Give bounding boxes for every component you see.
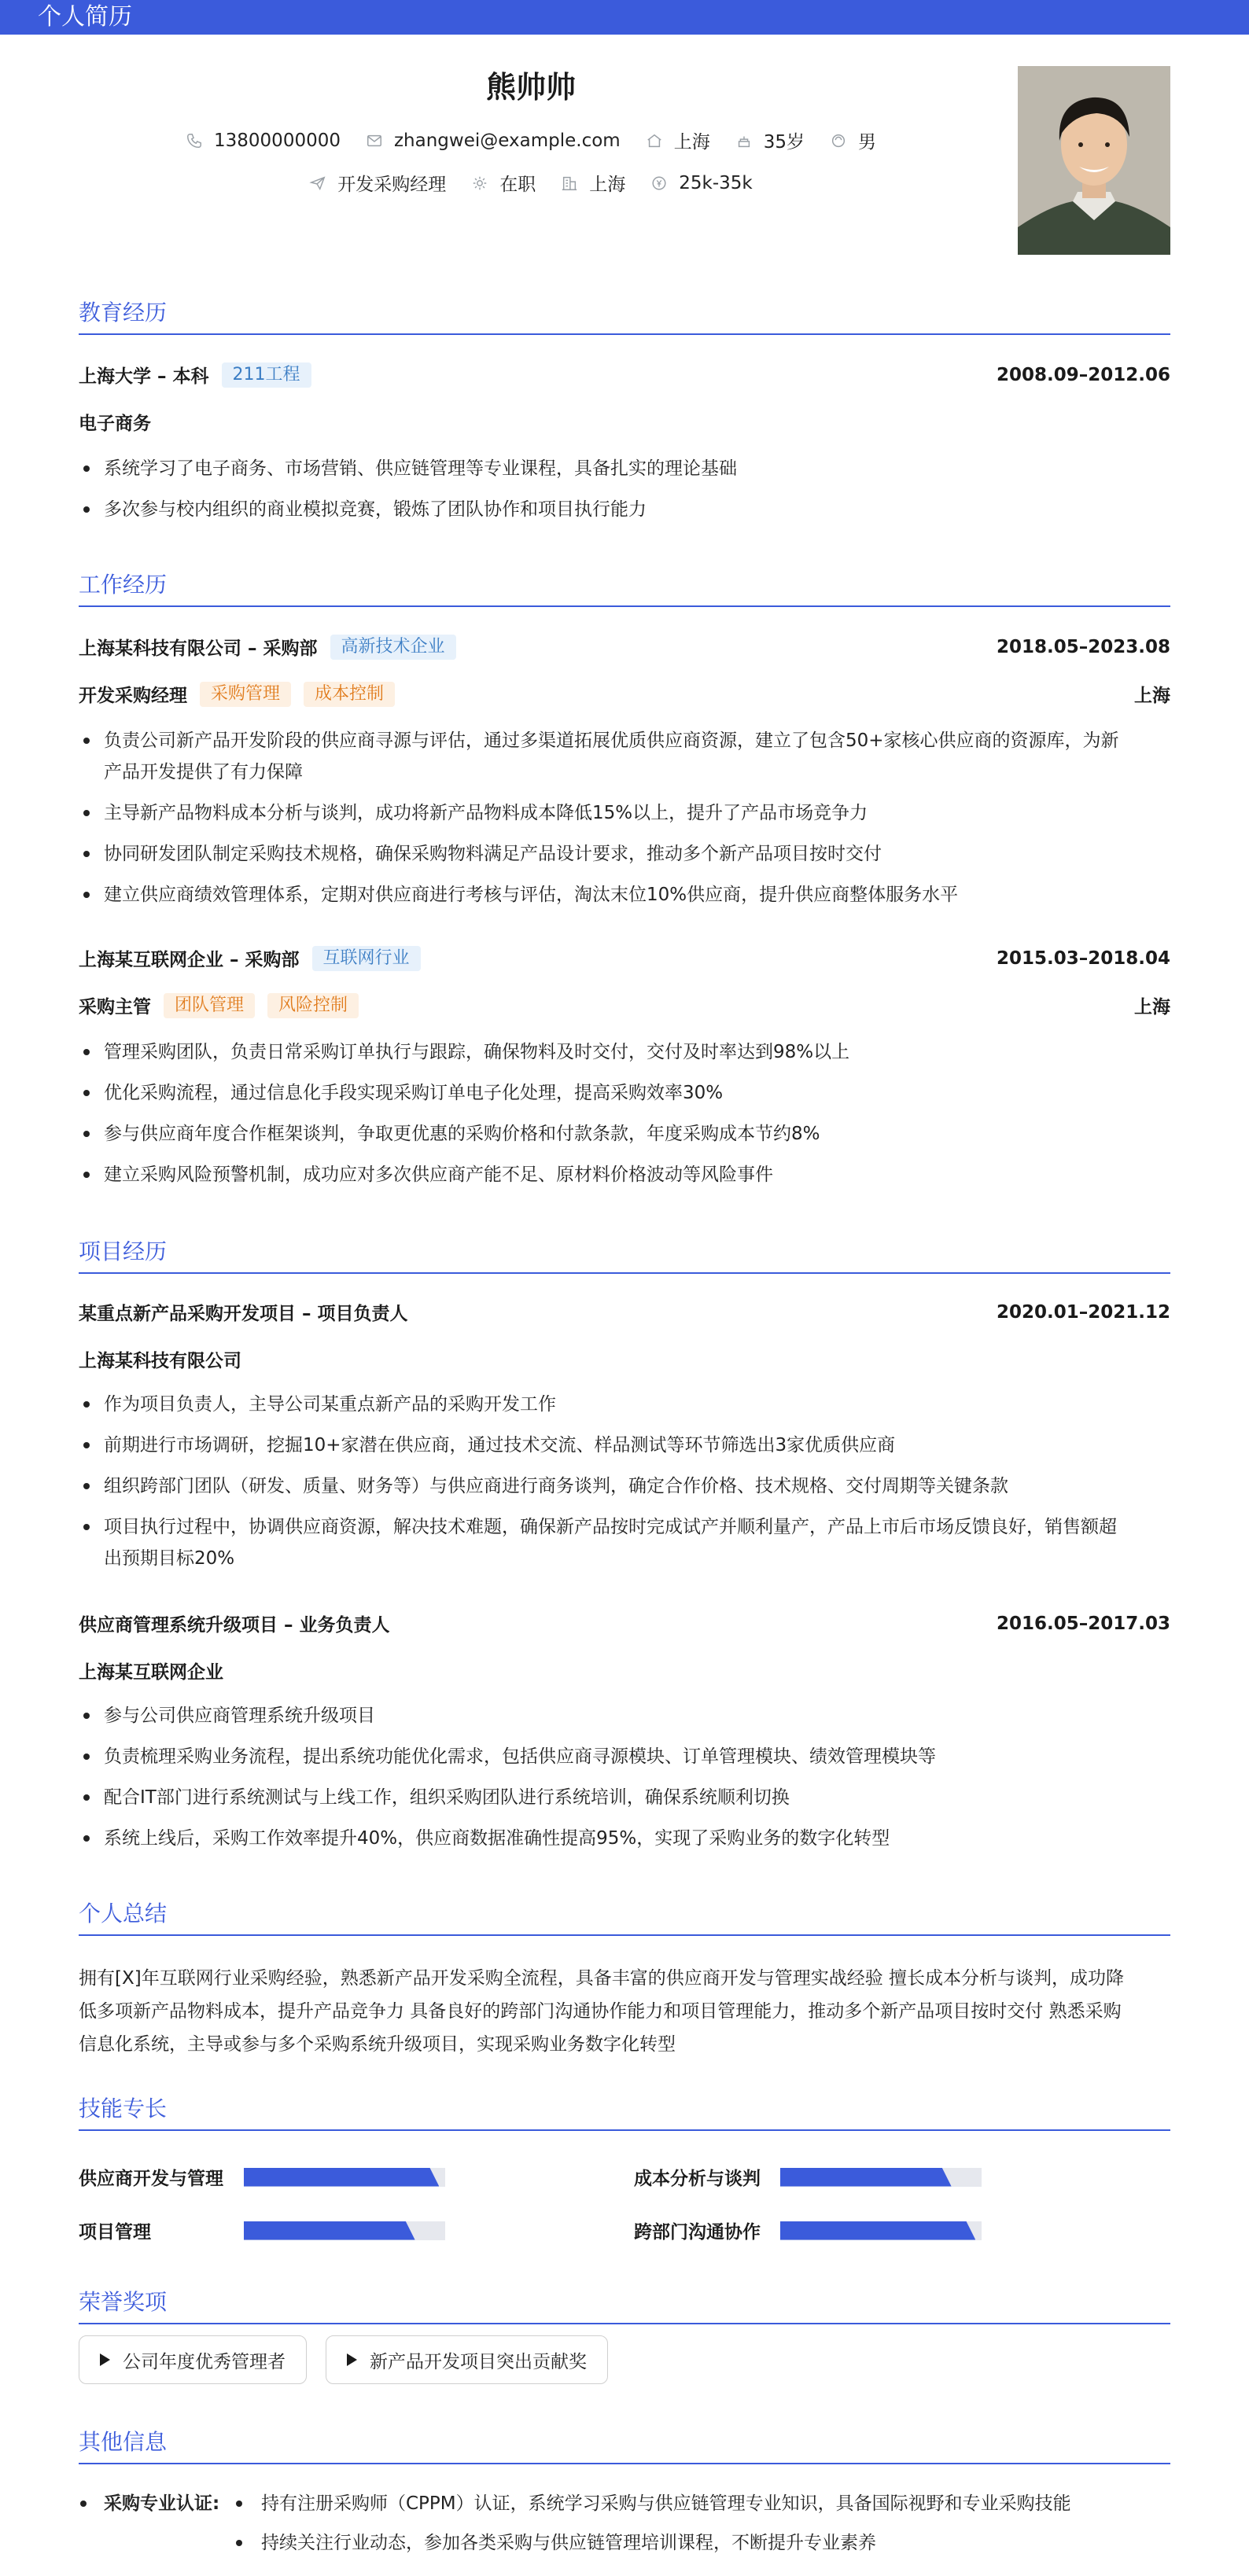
gender-item xyxy=(830,127,876,153)
play-icon xyxy=(347,2353,357,2366)
other-item: 持续关注行业动态，参加各类采购与供应链管理培训课程，不断提升专业素养 xyxy=(261,2533,876,2553)
job-2-role: 采购主管 xyxy=(79,997,151,1018)
project-1-org-row xyxy=(79,1346,1170,1372)
award-badge xyxy=(79,2335,307,2384)
project-2-bullets xyxy=(79,1700,1170,1864)
list-item: 配合IT部门进行系统测试与上线工作，组织采购团队进行系统培训，确保系统顺利切换 xyxy=(79,1782,1170,1813)
job-row xyxy=(79,170,983,196)
list-item: 参与供应商年度合作框架谈判，争取更优惠的采购价格和付款条款，年度采购成本节约8% xyxy=(79,1118,1170,1150)
job-2-bullets xyxy=(79,1036,1170,1200)
list-item-line: 负责公司新产品开发阶段的供应商寻源与评估，通过多渠道拓展优质供应商资源，建立了包含50+家核心供应商的资源库，为新 xyxy=(104,730,1119,751)
list-item: 负责梳理采购业务流程，提出系统功能优化需求，包括供应商寻源模块、订单管理模块、绩效管理模块等 xyxy=(79,1741,1170,1772)
skill-bar-fill xyxy=(244,2221,415,2240)
bullet-dot xyxy=(236,2540,242,2546)
project-1-org: 上海某科技有限公司 xyxy=(79,1351,241,1371)
send-icon xyxy=(309,175,326,192)
section-title-other: 其他信息 xyxy=(79,2428,1170,2464)
position-item xyxy=(309,170,446,196)
top-bar xyxy=(0,0,1249,35)
list-item: 组织跨部门团队（研发、质量、财务等）与供应商进行商务谈判，确定合作价格、技术规格、交付周期等关键条款 xyxy=(79,1470,1170,1502)
other-item: 持有注册采购师（CPPM）认证，系统学习采购与供应链管理专业知识，具备国际视野和专业采购技能 xyxy=(261,2493,1071,2514)
skill-bar xyxy=(780,2221,982,2240)
award-label: 新产品开发项目突出贡献奖 xyxy=(370,2351,587,2372)
section-title-honors: 荣誉奖项 xyxy=(79,2288,1170,2324)
project-1-bullets xyxy=(79,1389,1170,1584)
project-2-org-row xyxy=(79,1658,1170,1684)
top-bar-title: 个人简历 xyxy=(38,3,132,31)
skill-name: 跨部门沟通协作 xyxy=(634,2222,761,2243)
skill-item xyxy=(79,2164,445,2190)
other-label: 采购专业认证: xyxy=(104,2493,220,2514)
resume-page xyxy=(79,35,1170,2576)
contact-row xyxy=(79,127,983,153)
summary-line: 信息化系统，主导或参与多个采购系统升级项目，实现采购业务数字化转型 xyxy=(79,2034,676,2055)
salary-icon xyxy=(650,175,668,192)
job-1-date: 2018.05–2023.08 xyxy=(996,636,1170,657)
list-item xyxy=(79,725,1170,788)
age-text: 35岁 xyxy=(763,132,805,153)
salary-text: 25k-35k xyxy=(679,172,753,193)
project-1-header xyxy=(79,1299,1170,1325)
skill-bar xyxy=(780,2168,982,2187)
list-item: 系统上线后，采购工作效率提升40%，供应商数据准确性提高95%，实现了采购业务的数字化转型 xyxy=(79,1823,1170,1854)
age-item xyxy=(735,127,805,153)
gender-text: 男 xyxy=(857,132,876,153)
list-item xyxy=(79,1511,1170,1574)
phone-item xyxy=(186,131,341,151)
school-name: 上海大学 – 本科 xyxy=(79,366,209,387)
major: 电子商务 xyxy=(79,414,151,434)
salary-item xyxy=(650,173,752,193)
list-item: 主导新产品物料成本分析与谈判，成功将新产品物料成本降低15%以上，提升了产品市场竞争力 xyxy=(79,797,1170,829)
summary-text xyxy=(79,1962,1170,2061)
play-icon xyxy=(100,2353,110,2366)
job-1-role-row xyxy=(79,681,1170,707)
list-item-line: 项目执行过程中，协调供应商资源，解决技术难题，确保新产品按时完成试产并顺利量产，产品上市后市场反馈良好，销售额超 xyxy=(104,1517,1117,1537)
job-1-role: 开发采购经理 xyxy=(79,686,187,706)
section-title-work: 工作经历 xyxy=(79,571,1170,607)
city-text: 上海 xyxy=(673,132,710,153)
skill-name: 成本分析与谈判 xyxy=(634,2169,761,2189)
list-item: 作为项目负责人，主导公司某重点新产品的采购开发工作 xyxy=(79,1389,1170,1420)
project-1-date: 2020.01–2021.12 xyxy=(996,1301,1170,1323)
skill-bar-fill xyxy=(780,2168,952,2187)
list-item-line: 出预期目标20% xyxy=(104,1548,235,1569)
education-date: 2008.09–2012.06 xyxy=(996,364,1170,385)
list-item: 系统学习了电子商务、市场营销、供应链管理等专业课程，具备扎实的理论基础 xyxy=(79,453,1170,484)
award-label: 公司年度优秀管理者 xyxy=(123,2351,286,2372)
project-1-title: 某重点新产品采购开发项目 – 项目负责人 xyxy=(79,1304,408,1324)
summary-line: 拥有[X]年互联网行业采购经验，熟悉新产品开发采购全流程，具备丰富的供应商开发与管理实战经验 擅长成本分析与谈判，成功降 xyxy=(79,1968,1125,1989)
skill-name: 供应商开发与管理 xyxy=(79,2169,223,2189)
education-bullets xyxy=(79,453,1170,535)
status-icon xyxy=(471,175,488,192)
email-text: zhangwei@example.com xyxy=(393,130,621,151)
list-item: 多次参与校内组织的商业模拟竞赛，锻炼了团队协作和项目执行能力 xyxy=(79,494,1170,525)
project-2-title: 供应商管理系统升级项目 – 业务负责人 xyxy=(79,1615,390,1636)
bullet-dot xyxy=(236,2501,242,2507)
summary-line: 低多项新产品物料成本，提升产品竞争力 具备良好的跨部门沟通协作能力和项目管理能力，推动多个新产品项目按时交付 熟悉采购 xyxy=(79,2001,1122,2022)
age-icon xyxy=(735,132,753,149)
section-title-education: 教育经历 xyxy=(79,299,1170,335)
skill-bar-fill xyxy=(244,2168,439,2187)
education-major-row xyxy=(79,409,1170,435)
job-2-city: 上海 xyxy=(1134,997,1170,1018)
section-title-skills: 技能专长 xyxy=(79,2095,1170,2131)
job-1-header xyxy=(79,634,1170,660)
job-2-role-tag: 风险控制 xyxy=(267,993,359,1018)
bullet-dot xyxy=(80,2501,87,2507)
school-tag: 211工程 xyxy=(222,362,311,388)
section-title-projects: 项目经历 xyxy=(79,1238,1170,1274)
section-title-summary: 个人总结 xyxy=(79,1900,1170,1936)
target-city-text: 上海 xyxy=(589,175,626,195)
project-2-org: 上海某互联网企业 xyxy=(79,1662,223,1683)
job-1-city: 上海 xyxy=(1134,686,1170,706)
target-city-item xyxy=(561,170,625,196)
other-info xyxy=(79,2488,1170,2567)
job-1-bullets xyxy=(79,725,1170,920)
skill-bar xyxy=(244,2221,445,2240)
list-item: 优化采购流程，通过信息化手段实现采购订单电子化处理，提高采购效率30% xyxy=(79,1077,1170,1109)
avatar xyxy=(1018,66,1170,255)
skill-bar-fill xyxy=(780,2221,975,2240)
skill-item xyxy=(79,2217,445,2243)
skill-name: 项目管理 xyxy=(79,2222,151,2243)
phone-text: 13800000000 xyxy=(214,130,341,151)
project-2-date: 2016.05–2017.03 xyxy=(996,1613,1170,1634)
candidate-name: 熊帅帅 xyxy=(485,70,576,105)
skill-item xyxy=(634,2217,982,2243)
list-item: 建立供应商绩效管理体系，定期对供应商进行考核与评估，淘汰末位10%供应商，提升供应商整体服务水平 xyxy=(79,879,1170,911)
list-item: 建立采购风险预警机制，成功应对多次供应商产能不足、原材料价格波动等风险事件 xyxy=(79,1159,1170,1190)
building-icon xyxy=(561,175,578,192)
list-item: 协同研发团队制定采购技术规格，确保采购物料满足产品设计要求，推动多个新产品项目按时交付 xyxy=(79,838,1170,870)
home-icon xyxy=(646,132,663,149)
job-2-company: 上海某互联网企业 – 采购部 xyxy=(79,950,300,970)
list-item-line: 产品开发提供了有力保障 xyxy=(104,762,303,782)
job-1-role-tag: 采购管理 xyxy=(200,682,291,707)
position-text: 开发采购经理 xyxy=(337,175,447,195)
phone-icon xyxy=(186,132,203,149)
status-text: 在职 xyxy=(499,175,536,195)
list-item: 参与公司供应商管理系统升级项目 xyxy=(79,1700,1170,1731)
job-1-role-tag: 成本控制 xyxy=(304,682,395,707)
email-item xyxy=(366,131,621,151)
job-2-header xyxy=(79,945,1170,971)
mail-icon xyxy=(366,132,383,149)
project-2-header xyxy=(79,1610,1170,1636)
job-2-company-tag: 互联网行业 xyxy=(312,946,421,971)
status-item xyxy=(471,170,536,196)
list-item: 前期进行市场调研，挖掘10+家潜在供应商，通过技术交流、样品测试等环节筛选出3家优质供应商 xyxy=(79,1430,1170,1461)
job-2-date: 2015.03–2018.04 xyxy=(996,948,1170,969)
job-1-company: 上海某科技有限公司 – 采购部 xyxy=(79,638,318,659)
list-item: 管理采购团队，负责日常采购订单执行与跟踪，确保物料及时交付，交付及时率达到98%以上 xyxy=(79,1036,1170,1068)
education-header xyxy=(79,362,1170,388)
skill-item xyxy=(634,2164,982,2190)
job-1-company-tag: 高新技术企业 xyxy=(330,635,456,660)
job-2-role-row xyxy=(79,992,1170,1018)
gender-icon xyxy=(830,132,847,149)
job-2-role-tag: 团队管理 xyxy=(164,993,255,1018)
skill-bar xyxy=(244,2168,445,2187)
award-badge xyxy=(326,2335,608,2384)
city-item xyxy=(646,127,710,153)
